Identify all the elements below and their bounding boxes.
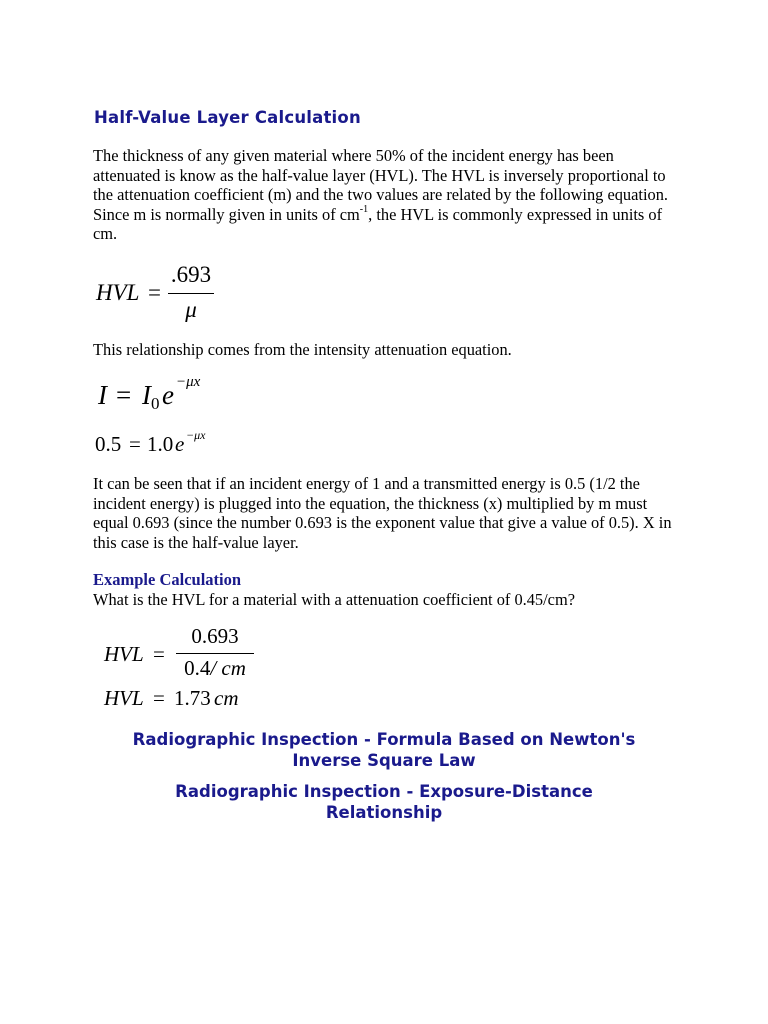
fraction-denominator: μ [185,297,197,322]
result-value: 1.73 [174,686,211,710]
fraction-numerator: .693 [170,262,212,287]
denominator-unit: / cm [210,656,246,680]
example-equation-1 [104,624,264,684]
example-heading: Example Calculation [93,570,242,589]
example-fraction [176,624,254,684]
fraction-denominator [176,656,254,681]
intro-paragraph [93,146,683,244]
equation-lhs: HVL [104,686,144,710]
equation-lhs: I [98,380,107,410]
example-equation-2 [104,686,264,714]
page-title: Half-Value Layer Calculation [94,108,361,127]
denominator-value: 0.4 [184,656,211,680]
intro-text: The thickness of any given material where 50% of the incident energy has been attenuated is know as the half-value layer (HVL). The HVL is inversely proportional to the attenuation coefficient (m) and the two values are related by the following equation. Since m is normally given in units of cm [93,146,668,224]
intensity-base: I [142,380,151,410]
equals-sign: = [153,642,165,666]
intensity-equation [96,374,236,414]
example-question: What is the HVL for a material with a attenuation coefficient of 0.45/cm? [93,590,575,609]
exponent: −μx [186,428,206,442]
equals-sign: = [153,686,165,710]
equation-lhs: 0.5 [95,432,122,456]
inverse-square-law-link[interactable]: Radiographic Inspection - Formula Based on Newton's Inverse Square Law [132,730,636,770]
result-unit: cm [214,686,239,710]
intensity-subscript: 0 [151,394,160,413]
equals-sign: = [116,380,132,410]
fraction-bar [168,293,214,294]
equation-lhs: HVL [104,642,144,666]
relationship-paragraph: This relationship comes from the intensity attenuation equation. [93,340,512,359]
intro-text-end: , the HVL is commonly expressed in units of cm. [93,204,663,244]
coefficient: 1.0 [147,432,174,456]
equation-lhs: HVL [96,280,140,305]
explanation-paragraph: It can be seen that if an incident energy of 1 and a transmitted energy is 0.5 (1/2 the incident energy) is plugged into the equation, the thickness (x) multiplied by m must equal 0.693 (since the number 0.693 is the exponent value that give a value of 0.5). X in this case is the half-value layer. [93,474,672,552]
fraction-numerator: 0.693 [191,624,239,648]
intro-superscript: -1 [359,204,369,216]
equals-sign: = [129,432,141,456]
exponential-base: e [175,432,185,456]
hvl-equation [96,262,236,328]
exponent: −μx [176,374,201,390]
hvl-fraction [168,262,214,328]
exponential-base: e [162,380,174,410]
equals-sign: = [148,280,161,305]
fraction-bar [176,653,254,654]
half-value-equation [95,428,235,460]
exposure-distance-link[interactable]: Radiographic Inspection - Exposure-Distance Relationship [175,782,593,822]
